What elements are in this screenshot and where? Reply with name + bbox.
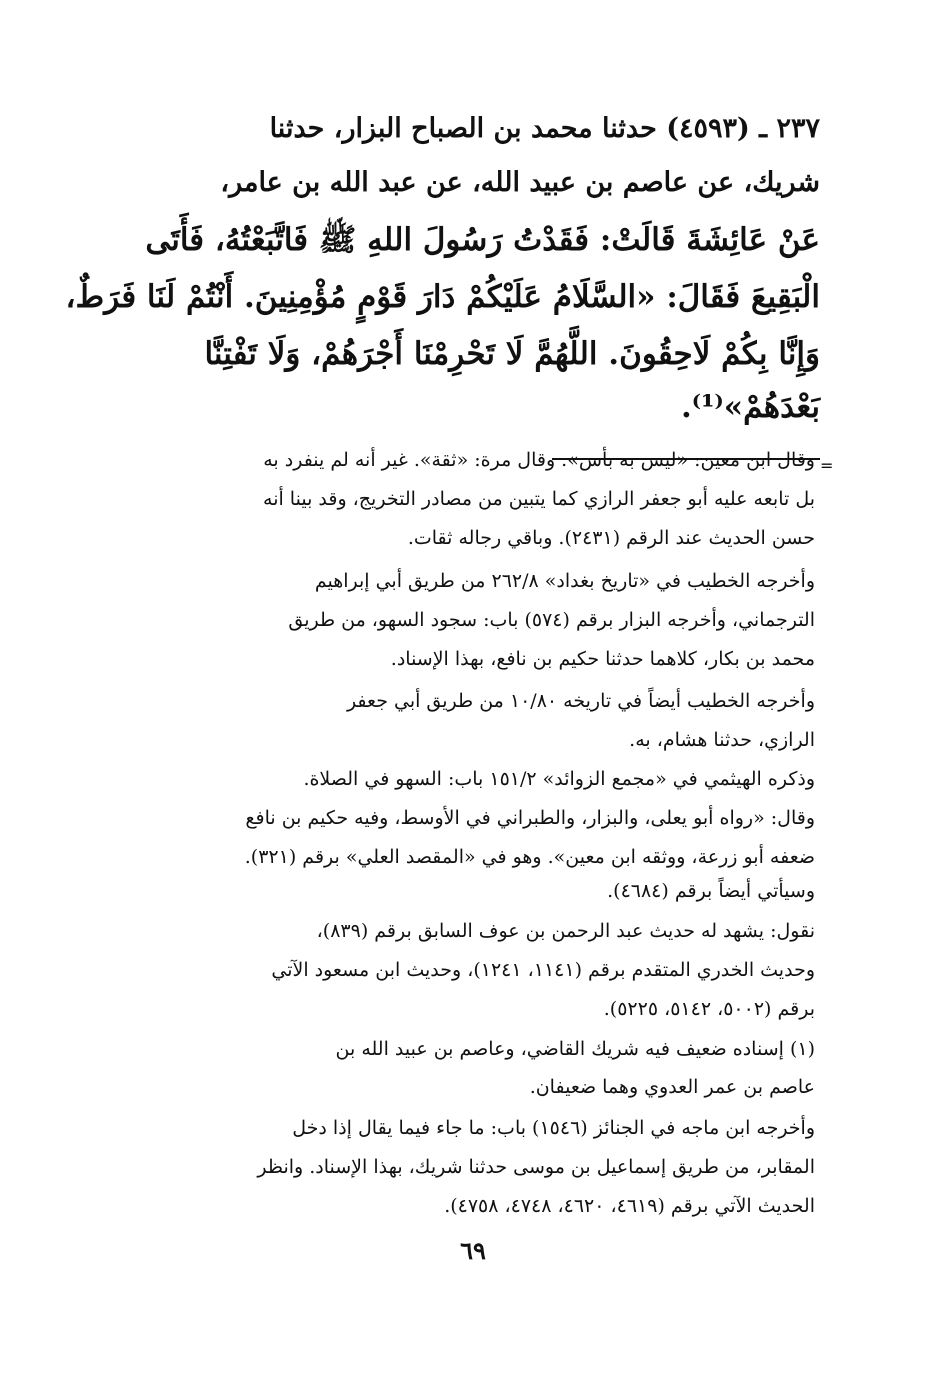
footnote-line-13: نقول: يشهد له حديث عبد الرحمن بن عوف السابق برقم (٨٣٩)، bbox=[316, 920, 815, 942]
footnote-line-8: الرازي، حدثنا هشام، به. bbox=[629, 729, 815, 751]
continuation-mark: = bbox=[820, 456, 834, 475]
hadith-isnad-line-2: شريك، عن عاصم بن عبيد الله، عن عبد الله بن عامر، bbox=[220, 167, 820, 198]
footnote-line-18: وأخرجه ابن ماجه في الجنائز (١٥٤٦) باب: ما جاء فيما يقال إذا دخل bbox=[292, 1117, 815, 1139]
hadith-isnad-line-1: ٢٣٧ ـ (٤٥٩٣) حدثنا محمد بن الصباح البزار، حدثنا bbox=[269, 113, 820, 144]
page-number: ٦٩ bbox=[460, 1236, 486, 1265]
footnote-line-6: محمد بن بكار، كلاهما حدثنا حكيم بن نافع، بهذا الإسناد. bbox=[390, 648, 815, 670]
footnote-line-17: عاصم بن عمر العدوي وهما ضعيفان. bbox=[529, 1076, 815, 1098]
footnote-line-10: وقال: «رواه أبو يعلى، والبزار، والطبراني في الأوسط، وفيه حكيم بن نافع bbox=[245, 807, 815, 829]
footnote-line-7: وأخرجه الخطيب أيضاً في تاريخه ١٠/٨٠ من طريق أبي جعفر bbox=[346, 690, 815, 712]
hadith-matn-line-4: بَعْدَهُمْ»⁽¹⁾. bbox=[680, 389, 820, 425]
footnote-line-16: (١) إسناده ضعيف فيه شريك القاضي، وعاصم بن عبيد الله بن bbox=[335, 1038, 815, 1060]
footnote-line-5: الترجماني، وأخرجه البزار برقم (٥٧٤) باب: سجود السهو، من طريق bbox=[288, 609, 815, 631]
footnote-line-3: حسن الحديث عند الرقم (٢٤٣١). وباقي رجاله ثقات. bbox=[407, 527, 815, 549]
footnote-line-2: بل تابعه عليه أبو جعفر الرازي كما يتبين من مصادر التخريج، وقد بينا أنه bbox=[263, 488, 815, 510]
footnote-line-20: الحديث الآتي برقم (٤٦١٩، ٤٦٢٠، ٤٧٤٨، ٤٧٥٨). bbox=[444, 1195, 815, 1217]
footnote-line-12: وسيأتي أيضاً برقم (٤٦٨٤). bbox=[607, 880, 815, 902]
footnote-line-1: وقال ابن معين: «ليس به بأس». وقال مرة: «ثقة». غير أنه لم ينفرد به bbox=[263, 449, 815, 471]
hadith-matn-line-3: وَإِنَّا بِكُمْ لَاحِقُونَ. اللَّهُمَّ لَا تَحْرِمْنَا أَجْرَهُمْ، وَلَا تَفْتِنَّا bbox=[204, 336, 820, 372]
footnote-line-14: وحديث الخدري المتقدم برقم (١١٤١، ١٢٤١)، وحديث ابن مسعود الآتي bbox=[271, 959, 815, 981]
footnote-line-19: المقابر، من طريق إسماعيل بن موسى حدثنا شريك، بهذا الإسناد. وانظر bbox=[257, 1156, 815, 1178]
footnote-line-4: وأخرجه الخطيب في «تاريخ بغداد» ٢٦٢/٨ من طريق أبي إبراهيم bbox=[314, 570, 815, 592]
hadith-matn-line-2: الْبَقِيعَ فَقَالَ: «السَّلَامُ عَلَيْكُمْ دَارَ قَوْمٍ مُؤْمِنِينَ. أَنْتُمْ لَنَا فَرَطٌ، bbox=[65, 279, 820, 315]
footnote-line-9: وذكره الهيثمي في «مجمع الزوائد» ١٥١/٢ باب: السهو في الصلاة. bbox=[303, 768, 815, 790]
footnote-line-15: برقم (٥٠٠٢، ٥١٤٢، ٥٢٢٥). bbox=[603, 998, 815, 1020]
hadith-matn-line-1: عَنْ عَائِشَةَ قَالَتْ: فَقَدْتُ رَسُولَ اللهِ ﷺ فَاتَّبَعْتُهُ، فَأَتَى bbox=[145, 222, 820, 258]
footnote-line-11: ضعفه أبو زرعة، ووثقه ابن معين». وهو في «المقصد العلي» برقم (٣٢١). bbox=[244, 846, 815, 868]
